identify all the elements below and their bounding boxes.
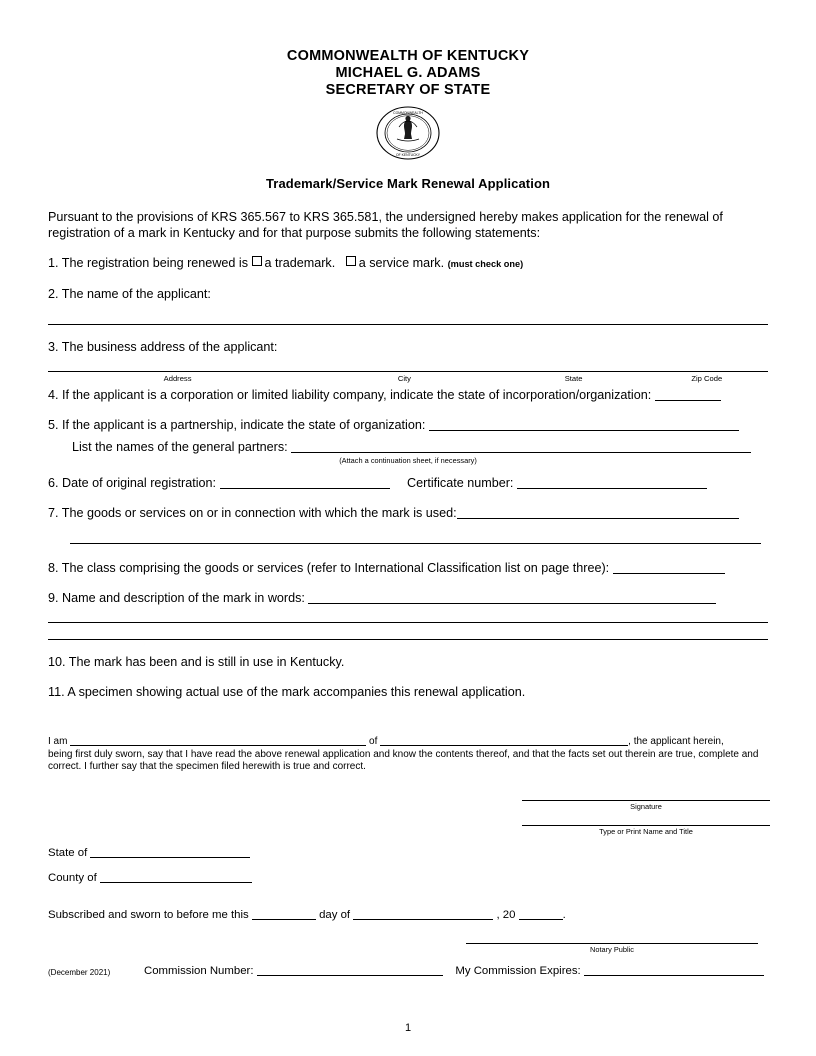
item-3 [48, 339, 768, 355]
county-of-row [48, 871, 768, 886]
commission-number-label: Commission Number: [144, 964, 254, 977]
svg-text:COMMONWEALTH: COMMONWEALTH [393, 111, 423, 115]
address-field-labels [48, 374, 768, 383]
revision-date: (December 2021) [48, 968, 111, 977]
partnership-state-field[interactable] [429, 419, 739, 431]
commission-expires-label: My Commission Expires: [455, 964, 581, 977]
notary-signature-field[interactable] [466, 943, 758, 944]
item-1-option-trademark: a trademark. [264, 256, 336, 270]
item-8-text: The class comprising the goods or services (refer to International Classification list on page three): [61, 561, 610, 575]
business-address-field[interactable] [48, 371, 768, 372]
sworn-i-am: I am [48, 736, 68, 747]
item-7-text: The goods or services on or in connection with which the mark is used: [61, 506, 457, 520]
header-line-commonwealth: COMMONWEALTH OF KENTUCKY [286, 48, 530, 64]
item-4 [48, 387, 768, 403]
notary-public-caption: Notary Public [590, 944, 634, 954]
commission-row [48, 964, 768, 977]
sworn-of: of [369, 736, 378, 747]
checkbox-service-mark[interactable] [346, 256, 356, 266]
item-9-text: Name and description of the mark in words: [62, 591, 305, 605]
affiant-name-field[interactable] [70, 734, 366, 746]
mark-description-field-line1[interactable] [308, 592, 716, 604]
sworn-body: being first duly sworn, say that I have read the above renewal application and know the contents thereof, and that the facts set out therein are true, complete and correct. I further say that the specimen filed herewith is true and correct. [48, 748, 759, 772]
item-5-note: (Attach a continuation sheet, if necessary) [339, 456, 477, 465]
subscribed-row: Subscribed and sworn to before me this day of , 20 . [48, 908, 566, 921]
item-1 [48, 255, 768, 272]
printed-name-title-caption: Type or Print Name and Title [599, 826, 693, 836]
year-prefix-label: , 20 [496, 908, 516, 921]
checkbox-trademark[interactable] [252, 256, 262, 266]
item-1-note: (must check one) [447, 259, 524, 269]
original-registration-date-field[interactable] [220, 477, 390, 489]
item-9 [48, 590, 768, 606]
item-1-text: The registration being renewed is [61, 256, 249, 270]
header-line-name: MICHAEL G. ADAMS [335, 65, 481, 81]
item-3-text: The business address of the applicant: [61, 340, 278, 354]
page-title: Trademark/Service Mark Renewal Application [265, 176, 551, 191]
seal-container [48, 105, 768, 166]
county-of-label: County of [48, 871, 97, 884]
notary-county-field[interactable] [100, 871, 252, 883]
item-6-text: Date of original registration: [62, 476, 217, 490]
applicant-name-field[interactable] [48, 324, 768, 325]
notary-state-field[interactable] [90, 846, 250, 858]
item-11-text: A specimen showing actual use of the mark accompanies this renewal application. [67, 685, 526, 699]
item-6-text2: Certificate number: [407, 476, 514, 490]
item-2 [48, 286, 768, 302]
sworn-line-1 [48, 734, 768, 749]
commission-number-field[interactable] [257, 964, 443, 976]
page-number: 1 [404, 1022, 412, 1034]
sworn-statement [48, 734, 768, 774]
label-state: State [564, 374, 583, 383]
item-11-number: 11. [48, 685, 65, 699]
sworn-applicant-herein: , the applicant herein, [628, 736, 724, 747]
label-zip: Zip Code [691, 374, 723, 383]
item-5-sub-text: List the names of the general partners: [72, 440, 288, 454]
item-4-text: If the applicant is a corporation or limited liability company, indicate the state of incorporation/organization: [62, 388, 652, 402]
affiant-entity-field[interactable] [380, 734, 628, 746]
item-11 [48, 684, 768, 700]
item-7 [48, 505, 768, 521]
header-line-office: SECRETARY OF STATE [325, 82, 491, 98]
commission-expires-field[interactable] [584, 964, 764, 976]
item-10-text: The mark has been and is still in use in Kentucky. [68, 655, 345, 669]
document-header [48, 48, 768, 99]
item-5 [48, 417, 768, 433]
item-7-number: 7. [48, 506, 59, 520]
item-2-number: 2. [48, 287, 59, 301]
goods-services-field-line2[interactable] [70, 543, 761, 544]
day-of-label: day of [319, 908, 351, 921]
state-of-row [48, 846, 768, 861]
label-city: City [397, 374, 411, 383]
printed-name-title-field[interactable] [522, 825, 770, 826]
general-partners-field[interactable] [291, 441, 751, 453]
notary-day-field[interactable] [252, 908, 316, 920]
signature-field[interactable] [522, 800, 770, 801]
item-10-number: 10. [48, 655, 66, 669]
goods-services-field-line1[interactable] [457, 507, 739, 519]
intro-paragraph: Pursuant to the provisions of KRS 365.567 to KRS 365.581, the undersigned hereby makes application for the renewal of registration of a mark in Kentucky and for that purpose submits the following statements: [48, 210, 723, 240]
signature-block [522, 800, 770, 836]
subscribed-label: Subscribed and sworn to before me this [48, 908, 249, 921]
certificate-number-field[interactable] [517, 477, 707, 489]
item-6 [48, 475, 768, 491]
signature-caption: Signature [630, 801, 662, 811]
item-8 [48, 560, 768, 576]
item-3-number: 3. [48, 340, 59, 354]
notary-month-field[interactable] [353, 908, 493, 920]
notary-section [48, 846, 768, 923]
mark-description-field-line3[interactable] [48, 639, 768, 640]
class-field[interactable] [613, 562, 725, 574]
item-5-text: If the applicant is a partnership, indicate the state of organization: [62, 418, 426, 432]
item-9-number: 9. [48, 591, 59, 605]
svg-text:OF KENTUCKY: OF KENTUCKY [395, 153, 421, 157]
state-of-incorporation-field[interactable] [655, 389, 721, 401]
item-5-sub [48, 439, 768, 455]
item-5-number: 5. [48, 418, 59, 432]
kentucky-state-seal-icon [375, 105, 441, 166]
notary-signature-block [466, 943, 758, 954]
item-8-number: 8. [48, 561, 59, 575]
item-2-text: The name of the applicant: [61, 287, 211, 301]
item-1-option-service-mark: a service mark. [358, 256, 445, 270]
item-1-number: 1. [48, 256, 59, 270]
state-of-label: State of [48, 846, 88, 859]
label-address: Address [163, 374, 192, 383]
item-6-number: 6. [48, 476, 59, 490]
item-10 [48, 654, 768, 670]
item-4-number: 4. [48, 388, 59, 402]
notary-year-field[interactable] [519, 908, 563, 920]
